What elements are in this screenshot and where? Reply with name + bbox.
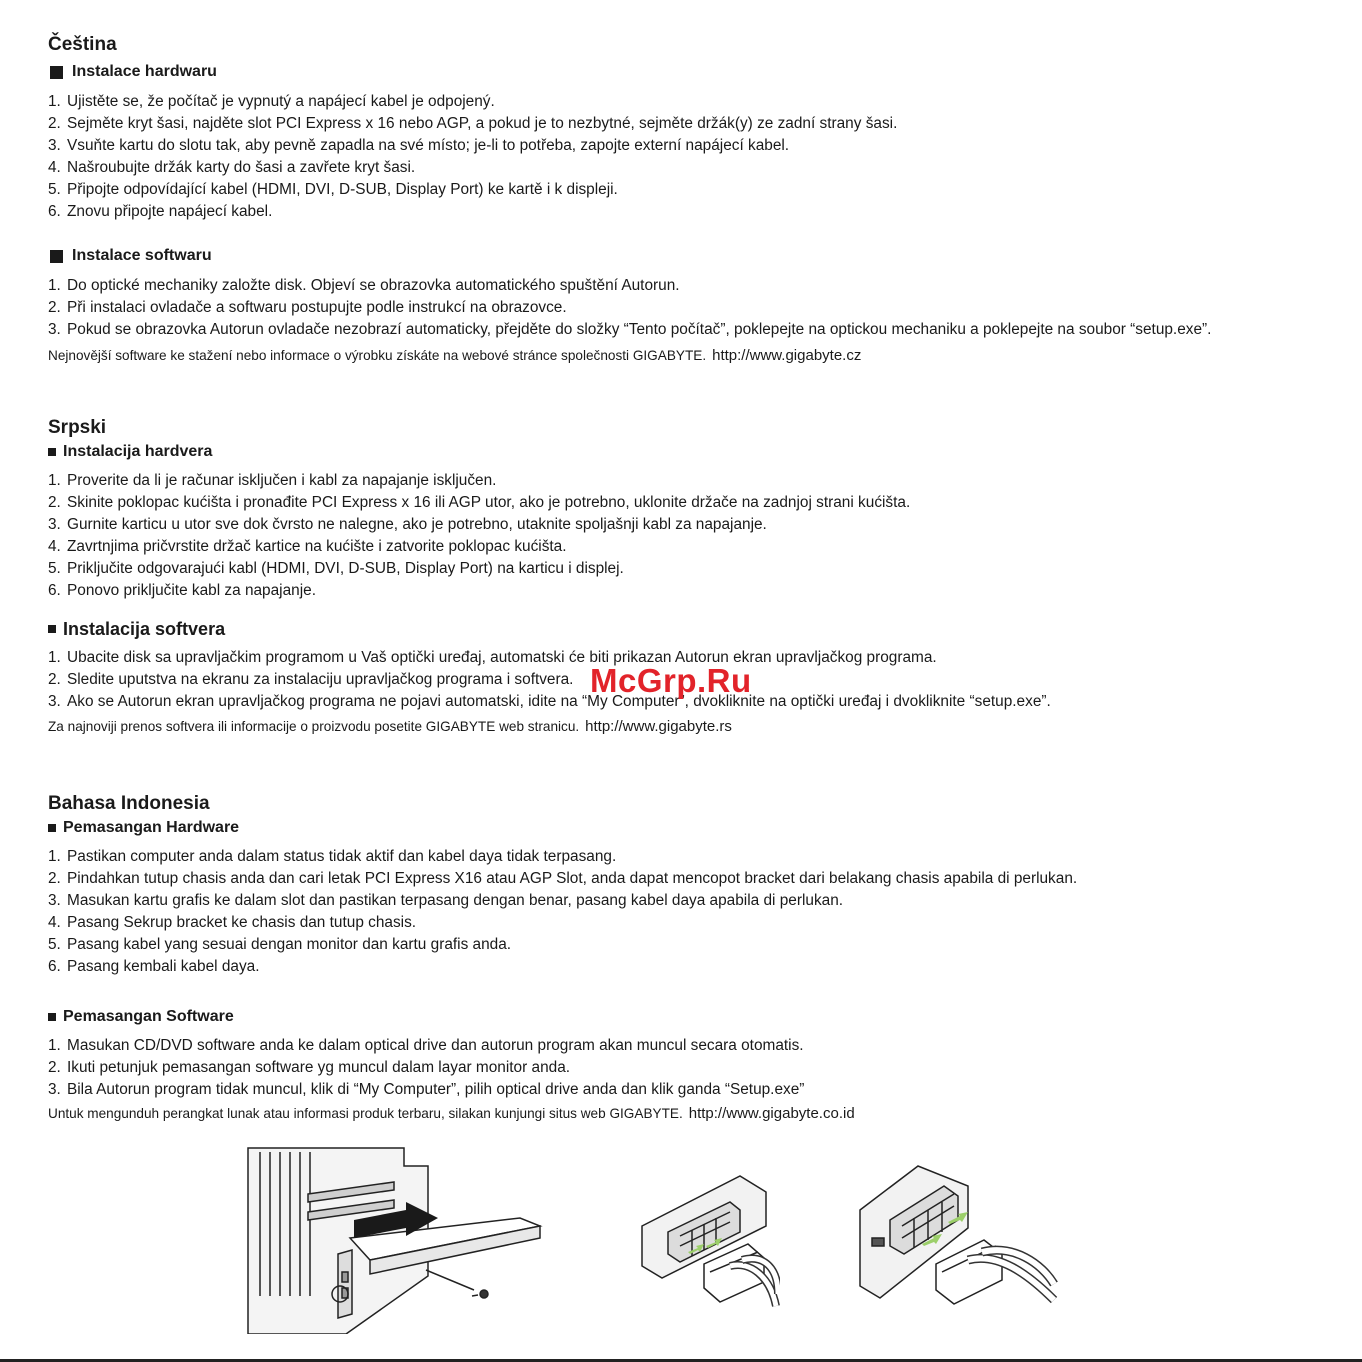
power-cable-illustration-left	[640, 1166, 780, 1308]
step-number: 4.	[48, 914, 61, 931]
step-number: 1.	[48, 277, 61, 294]
list-item	[48, 1035, 1338, 1057]
step-text: Připojte odpovídající kabel (HDMI, DVI, D-SUB, Display Port) ke kartě i k displeji.	[67, 181, 618, 198]
step-number: 4.	[48, 159, 61, 176]
card-installation-illustration	[246, 1146, 546, 1334]
square-bullet-icon	[50, 250, 63, 263]
step-text: Znovu připojte napájecí kabel.	[67, 203, 273, 220]
heading-text: Pemasangan Hardware	[63, 819, 240, 836]
step-number: 2.	[48, 1059, 61, 1076]
square-bullet-icon	[48, 1013, 56, 1021]
serbian-footnote	[48, 717, 1338, 737]
square-bullet-icon	[48, 448, 56, 456]
website-link[interactable]: http://www.gigabyte.cz	[712, 347, 862, 364]
step-text: Pasang kabel yang sesuai dengan monitor dan kartu grafis anda.	[67, 936, 512, 953]
step-number: 1.	[48, 848, 61, 865]
step-text: Proverite da li je računar isključen i kabl za napajanje isključen.	[67, 472, 497, 489]
step-text: Ako se Autorun ekran upravljačkog programa ne pojavi automatski, idite na “My Computer”, dvokliknite na optički uređaj i dvokliknite “setup.exe”.	[67, 693, 1051, 710]
step-number: 6.	[48, 958, 61, 975]
footnote-text: Za najnoviji prenos softvera ili informacije o proizvodu posetite GIGABYTE web stranicu.	[48, 719, 580, 734]
step-text: Bila Autorun program tidak muncul, klik di “My Computer”, pilih optical drive anda dan klik ganda “Setup.exe”	[67, 1081, 805, 1098]
list-item	[48, 934, 1338, 956]
step-number: 1.	[48, 649, 61, 666]
step-number: 2.	[48, 671, 61, 688]
czech-title: Čeština	[48, 34, 117, 55]
list-item	[48, 868, 1338, 890]
list-item	[48, 1057, 1338, 1079]
square-bullet-icon	[48, 824, 56, 832]
step-text: Masukan kartu grafis ke dalam slot dan pastikan terpasang dengan benar, pasang kabel daya apabila di perlukan.	[67, 892, 844, 909]
step-text: Sledite uputstva na ekranu za instalaciju upravljačkog programa i softvera.	[67, 671, 574, 688]
step-text: Vsuňte kartu do slotu tak, aby pevně zapadla na své místo; je-li to potřeba, zapojte externí napájecí kabel.	[67, 137, 790, 154]
step-number: 5.	[48, 936, 61, 953]
list-item	[48, 157, 1338, 179]
list-item	[48, 558, 1338, 580]
list-item	[48, 492, 1338, 514]
list-item	[48, 275, 1338, 297]
step-text: Pokud se obrazovka Autorun ovladače nezobrazí automaticky, přejděte do složky “Tento počítač”, poklepejte na optickou mechaniku a poklepejte na soubor “setup.exe”.	[67, 321, 1212, 338]
step-number: 5.	[48, 181, 61, 198]
step-text: Gurnite karticu u utor sve dok čvrsto ne nalegne, ako je potrebno, utaknite spoljašnji kabl za napajanje.	[67, 516, 767, 533]
step-text: Při instalaci ovladače a softwaru postupujte podle instrukcí na obrazovce.	[67, 299, 567, 316]
step-number: 3.	[48, 321, 61, 338]
footnote-text: Untuk mengunduh perangkat lunak atau informasi produk terbaru, silakan kunjungi situs web GIGABYTE.	[48, 1106, 683, 1121]
indonesian-hardware-steps	[48, 846, 1338, 978]
step-number: 3.	[48, 516, 61, 533]
step-text: Skinite poklopac kućišta i pronađite PCI Express x 16 ili AGP utor, ako je potrebno, uklonite držače na zadnjoj strani kućišta.	[67, 494, 911, 511]
list-item	[48, 536, 1338, 558]
czech-hardware-heading	[48, 62, 1338, 82]
list-item	[48, 179, 1338, 201]
indonesian-section	[48, 793, 1338, 1124]
step-text: Priključite odgovarajući kabl (HDMI, DVI, D-SUB, Display Port) na karticu i displej.	[67, 560, 624, 577]
footnote-text: Nejnovější software ke stažení nebo informace o výrobku získáte na webové stránce společnosti GIGABYTE.	[48, 348, 707, 363]
step-number: 6.	[48, 582, 61, 599]
list-item	[48, 297, 1338, 319]
serbian-hardware-steps	[48, 470, 1338, 602]
list-item	[48, 956, 1338, 978]
square-bullet-icon	[50, 66, 63, 79]
website-link[interactable]: http://www.gigabyte.co.id	[688, 1105, 855, 1122]
serbian-title: Srpski	[48, 417, 107, 438]
heading-text: Instalacija softvera	[63, 619, 226, 639]
step-number: 3.	[48, 1081, 61, 1098]
step-text: Ikuti petunjuk pemasangan software yg muncul dalam layar monitor anda.	[67, 1059, 571, 1076]
step-text: Zavrtnjima pričvrstite držač kartice na kućište i zatvorite poklopac kućišta.	[67, 538, 567, 555]
step-text: Pasang kembali kabel daya.	[67, 958, 260, 975]
list-item	[48, 113, 1338, 135]
step-text: Ujistěte se, že počítač je vypnutý a napájecí kabel je odpojený.	[67, 93, 495, 110]
step-number: 3.	[48, 892, 61, 909]
step-number: 2.	[48, 870, 61, 887]
list-item	[48, 470, 1338, 492]
step-number: 6.	[48, 203, 61, 220]
step-number: 5.	[48, 560, 61, 577]
czech-section	[48, 34, 1338, 366]
step-text: Do optické mechaniky založte disk. Objeví se obrazovka automatického spuštění Autorun.	[67, 277, 680, 294]
indonesian-title: Bahasa Indonesia	[48, 793, 210, 814]
step-number: 1.	[48, 1037, 61, 1054]
list-item	[48, 912, 1338, 934]
step-number: 2.	[48, 299, 61, 316]
list-item	[48, 514, 1338, 536]
serbian-hardware-heading	[48, 442, 1338, 462]
step-text: Pindahkan tutup chasis anda dan cari letak PCI Express X16 atau AGP Slot, anda dapat mencopot bracket dari belakang chasis apabila di perlukan.	[67, 870, 1078, 887]
list-item	[48, 91, 1338, 113]
heading-text: Instalace hardwaru	[72, 63, 217, 80]
step-text: Pastikan computer anda dalam status tidak aktif dan kabel daya tidak terpasang.	[67, 848, 617, 865]
step-number: 2.	[48, 115, 61, 132]
heading-text: Instalacija hardvera	[63, 443, 213, 460]
step-text: Sejměte kryt šasi, najděte slot PCI Express x 16 nebo AGP, a pokud je to nezbytné, sejměte držák(y) ze zadní strany šasi.	[67, 115, 898, 132]
list-item	[48, 319, 1338, 341]
watermark-logo: McGrp.Ru	[590, 662, 752, 699]
step-number: 4.	[48, 538, 61, 555]
list-item	[48, 890, 1338, 912]
power-cable-illustration-right	[858, 1164, 1058, 1306]
czech-software-steps	[48, 275, 1338, 341]
indonesian-hardware-heading	[48, 818, 1338, 838]
indonesian-software-heading	[48, 1007, 1338, 1027]
list-item	[48, 1079, 1338, 1101]
heading-text: Pemasangan Software	[63, 1008, 234, 1025]
indonesian-software-steps	[48, 1035, 1338, 1101]
step-text: Našroubujte držák karty do šasi a zavřete kryt šasi.	[67, 159, 416, 176]
website-link[interactable]: http://www.gigabyte.rs	[585, 718, 732, 735]
step-number: 3.	[48, 693, 61, 710]
czech-footnote	[48, 346, 1338, 366]
step-text: Ubacite disk sa upravljačkim programom u Vaš optički uređaj, automatski će biti prikazan Autorun ekran upravljačkog programa.	[67, 649, 937, 666]
step-number: 1.	[48, 93, 61, 110]
list-item	[48, 846, 1338, 868]
step-number: 2.	[48, 494, 61, 511]
czech-hardware-steps	[48, 91, 1338, 223]
step-text: Masukan CD/DVD software anda ke dalam optical drive dan autorun program akan muncul secara otomatis.	[67, 1037, 804, 1054]
step-number: 3.	[48, 137, 61, 154]
czech-software-heading	[48, 246, 1338, 266]
list-item	[48, 135, 1338, 157]
step-text: Pasang Sekrup bracket ke chasis dan tutup chasis.	[67, 914, 417, 931]
list-item	[48, 201, 1338, 223]
list-item	[48, 580, 1338, 602]
heading-text: Instalace softwaru	[72, 247, 212, 264]
step-number: 1.	[48, 472, 61, 489]
step-text: Ponovo priključite kabl za napajanje.	[67, 582, 316, 599]
square-bullet-icon	[48, 625, 56, 633]
indonesian-footnote	[48, 1104, 1338, 1124]
serbian-software-heading	[48, 619, 1338, 639]
